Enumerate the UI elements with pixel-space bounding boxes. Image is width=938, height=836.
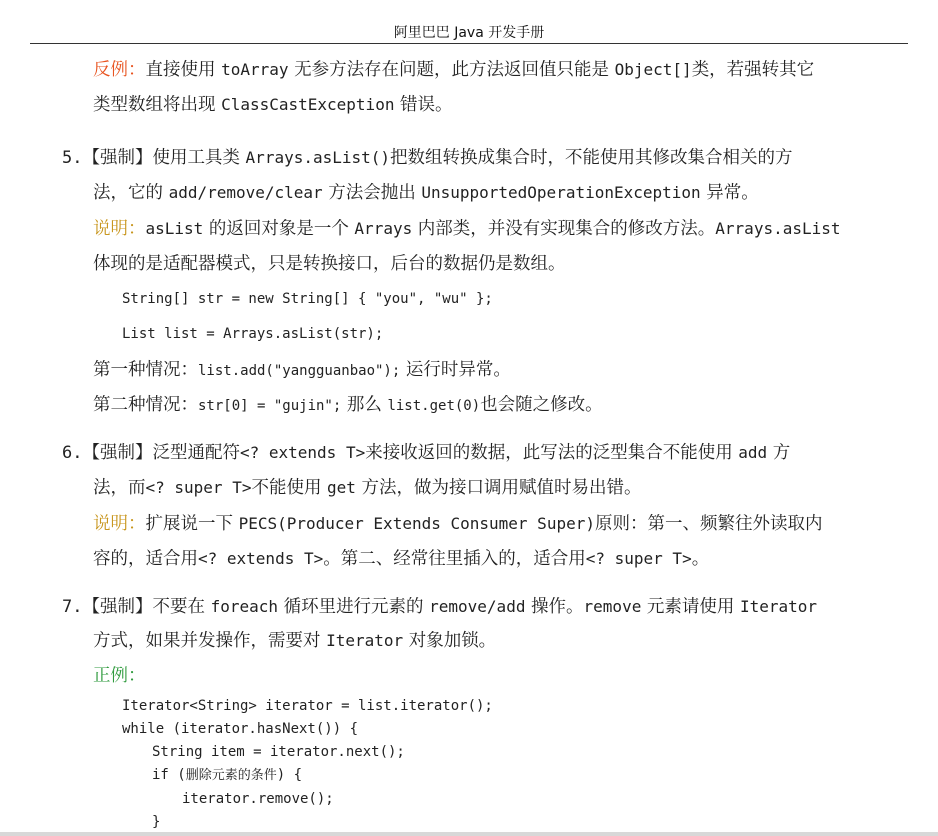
code-line: List list = Arrays.asList(str);: [122, 326, 384, 342]
text: 那么: [341, 395, 388, 415]
code-inline: remove/add: [429, 597, 526, 616]
rule-tag: 【强制】: [82, 597, 153, 617]
code-inline: Object[]: [614, 60, 692, 79]
item-5-case-2: [93, 393, 603, 418]
example-label: 正例：: [93, 666, 146, 686]
code-inline: list.add("yangguanbao");: [198, 363, 401, 379]
item-6-note-line-1: [93, 512, 822, 536]
text: 。: [691, 549, 710, 569]
text: 也会随之修改。: [480, 395, 603, 415]
text: 法，而: [93, 478, 146, 498]
item-7-line-2: [93, 629, 496, 653]
text: 泛型通配符: [152, 443, 240, 463]
text: 第二种情况：: [93, 395, 198, 415]
item-number: 6.: [62, 443, 83, 463]
code-inline: <? super T>: [145, 478, 252, 497]
code-inline: foreach: [210, 597, 278, 616]
code-inline: toArray: [221, 60, 289, 79]
code-inline: list.get(0): [387, 398, 481, 414]
code-inline: Arrays: [354, 219, 413, 238]
code-token: ) {: [276, 767, 303, 783]
item-5-line-2: [93, 181, 759, 205]
rule-tag: 【强制】: [82, 148, 153, 168]
text: 使用工具类: [152, 148, 246, 168]
text: 不能使用: [251, 478, 328, 498]
text: 循环里进行元素的: [278, 597, 430, 617]
code-line: }: [152, 814, 161, 830]
counter-example-label: 反例：: [93, 60, 146, 80]
text: 容的，适合用: [93, 549, 198, 569]
text: 方法会抛出: [322, 183, 422, 203]
code-inline: <? extends T>: [198, 549, 324, 568]
text: 原则：第一、频繁往外读取内: [594, 514, 823, 534]
code-comment-text: 删除元素的条件: [185, 768, 277, 783]
text: 方法，做为接口调用赋值时易出错。: [355, 478, 642, 498]
code-inline: PECS(Producer Extends Consumer Super): [238, 514, 595, 533]
text: 。第二、经常往里插入的，适合用: [323, 549, 586, 569]
code-inline: add/remove/clear: [168, 183, 323, 202]
header-divider: [30, 43, 908, 44]
code-inline: asList: [145, 219, 204, 238]
item-5-note-line-2: 体现的是适配器模式，只是转换接口，后台的数据仍是数组。: [93, 254, 566, 274]
code-line: String item = iterator.next();: [152, 744, 405, 760]
item-7-line-1: [62, 595, 817, 619]
note-label: 说明：: [93, 219, 146, 239]
text: 的返回对象是一个: [203, 219, 355, 239]
rule-tag: 【强制】: [82, 443, 153, 463]
code-inline: remove: [583, 597, 642, 616]
text: 无参方法存在问题，此方法返回值只能是: [288, 60, 615, 80]
item-number: 5.: [62, 148, 83, 168]
code-line: String[] str = new String[] { "you", "wu" };: [122, 291, 493, 307]
note-label: 说明：: [93, 514, 146, 534]
code-inline: <? super T>: [585, 549, 692, 568]
text: 扩展说一下: [145, 514, 239, 534]
code-inline: str[0] = "gujin";: [198, 398, 342, 414]
item-number: 7.: [62, 597, 83, 617]
text: 异常。: [700, 183, 759, 203]
code-inline: Arrays.asList: [715, 219, 841, 238]
text: 来接收返回的数据，此写法的泛型集合不能使用: [365, 443, 739, 463]
text: 类，若强转其它: [691, 60, 815, 80]
code-inline: get: [327, 478, 356, 497]
code-line: iterator.remove();: [182, 791, 334, 807]
page-header-title: 阿里巴巴 Java 开发手册: [393, 25, 545, 41]
text: 错误。: [394, 95, 453, 115]
code-inline: Iterator: [326, 631, 404, 650]
text: 把数组转换成集合时，不能使用其修改集合相关的方: [390, 148, 793, 168]
text: 法，它的: [93, 183, 169, 203]
item-6-line-2: [93, 476, 642, 500]
item-5-note-line-1: [93, 217, 841, 241]
item-6-line-1: [62, 441, 790, 465]
item-5-case-1: [93, 358, 511, 383]
code-token: if (: [152, 767, 186, 783]
text: 方: [767, 443, 791, 463]
text: 对象加锁。: [403, 631, 497, 651]
code-inline: Arrays.asList(): [245, 148, 391, 167]
counter-example-line-2: [93, 93, 453, 117]
code-line: while (iterator.hasNext()) {: [122, 721, 359, 737]
code-line: [152, 766, 302, 785]
code-inline: ClassCastException: [221, 95, 395, 114]
code-inline: <? extends T>: [239, 443, 366, 462]
text: 内部类，并没有实现集合的修改方法。: [412, 219, 716, 239]
code-inline: add: [738, 443, 768, 462]
text: 直接使用: [145, 60, 222, 80]
page-bottom-edge: [0, 832, 938, 836]
item-5-line-1: [62, 146, 793, 170]
counter-example-line-1: [93, 58, 814, 82]
text: 类型数组将出现: [93, 95, 222, 115]
code-inline: Iterator: [739, 597, 818, 616]
text: 不要在: [152, 597, 211, 617]
text: 方式，如果并发操作，需要对: [93, 631, 327, 651]
item-6-note-line-2: [93, 547, 709, 571]
text: 操作。: [525, 597, 584, 617]
text: 运行时异常。: [400, 360, 511, 380]
text: 第一种情况：: [93, 360, 198, 380]
text: 元素请使用: [641, 597, 740, 617]
code-inline: UnsupportedOperationException: [421, 183, 701, 202]
code-line: Iterator<String> iterator = list.iterator();: [122, 698, 493, 714]
